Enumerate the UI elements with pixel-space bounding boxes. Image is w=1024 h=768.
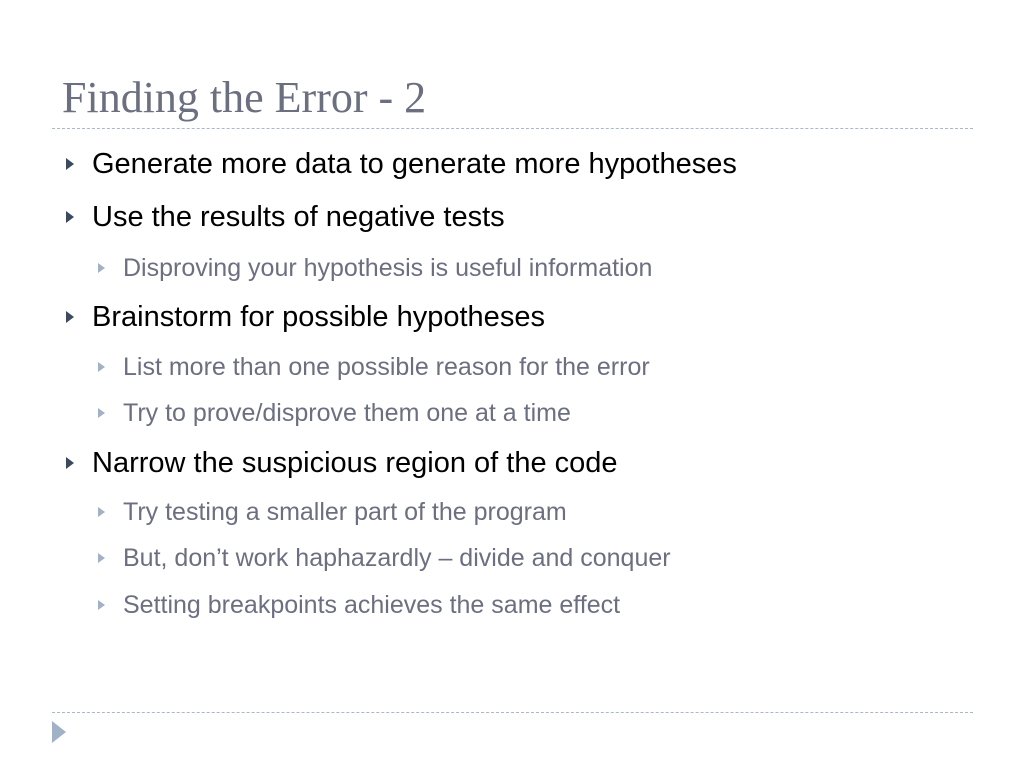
- triangle-right-icon: [98, 600, 105, 610]
- triangle-right-icon: [98, 507, 105, 517]
- bullet-text: But, don’t work haphazardly – divide and conquer: [123, 544, 671, 572]
- triangle-right-icon: [66, 158, 74, 170]
- triangle-right-icon: [52, 721, 66, 743]
- bullet-level2: [123, 542, 671, 574]
- bullet-text: Try testing a smaller part of the program: [123, 498, 567, 526]
- bullet-level2: [123, 496, 567, 528]
- bullet-text: List more than one possible reason for the error: [123, 353, 650, 381]
- bullet-text: Narrow the suspicious region of the code: [92, 447, 618, 479]
- triangle-right-icon: [66, 311, 74, 323]
- bullet-level1: [92, 299, 545, 335]
- bullet-level2: [123, 397, 571, 429]
- title-divider: [52, 128, 973, 129]
- triangle-right-icon: [66, 211, 74, 223]
- bullet-level2: [123, 252, 652, 284]
- bullet-text: Setting breakpoints achieves the same effect: [123, 591, 621, 619]
- bullet-level1: [92, 146, 737, 182]
- bullet-level1: [92, 199, 505, 235]
- triangle-right-icon: [66, 457, 74, 469]
- bullet-level2: [123, 589, 620, 621]
- footer-divider: [52, 712, 973, 713]
- bullet-text: Use the results of negative tests: [92, 201, 505, 233]
- bullet-level1: [92, 445, 618, 481]
- triangle-right-icon: [98, 553, 105, 563]
- bullet-text: Disproving your hypothesis is useful information: [123, 254, 653, 282]
- bullet-text: Brainstorm for possible hypotheses: [92, 301, 545, 333]
- triangle-right-icon: [98, 263, 105, 273]
- slide-title: Finding the Error - 2: [62, 73, 427, 122]
- bullet-text: Try to prove/disprove them one at a time: [123, 399, 571, 427]
- bullet-text: Generate more data to generate more hypotheses: [92, 148, 737, 180]
- triangle-right-icon: [98, 362, 105, 372]
- bullet-level2: [123, 351, 650, 383]
- triangle-right-icon: [98, 408, 105, 418]
